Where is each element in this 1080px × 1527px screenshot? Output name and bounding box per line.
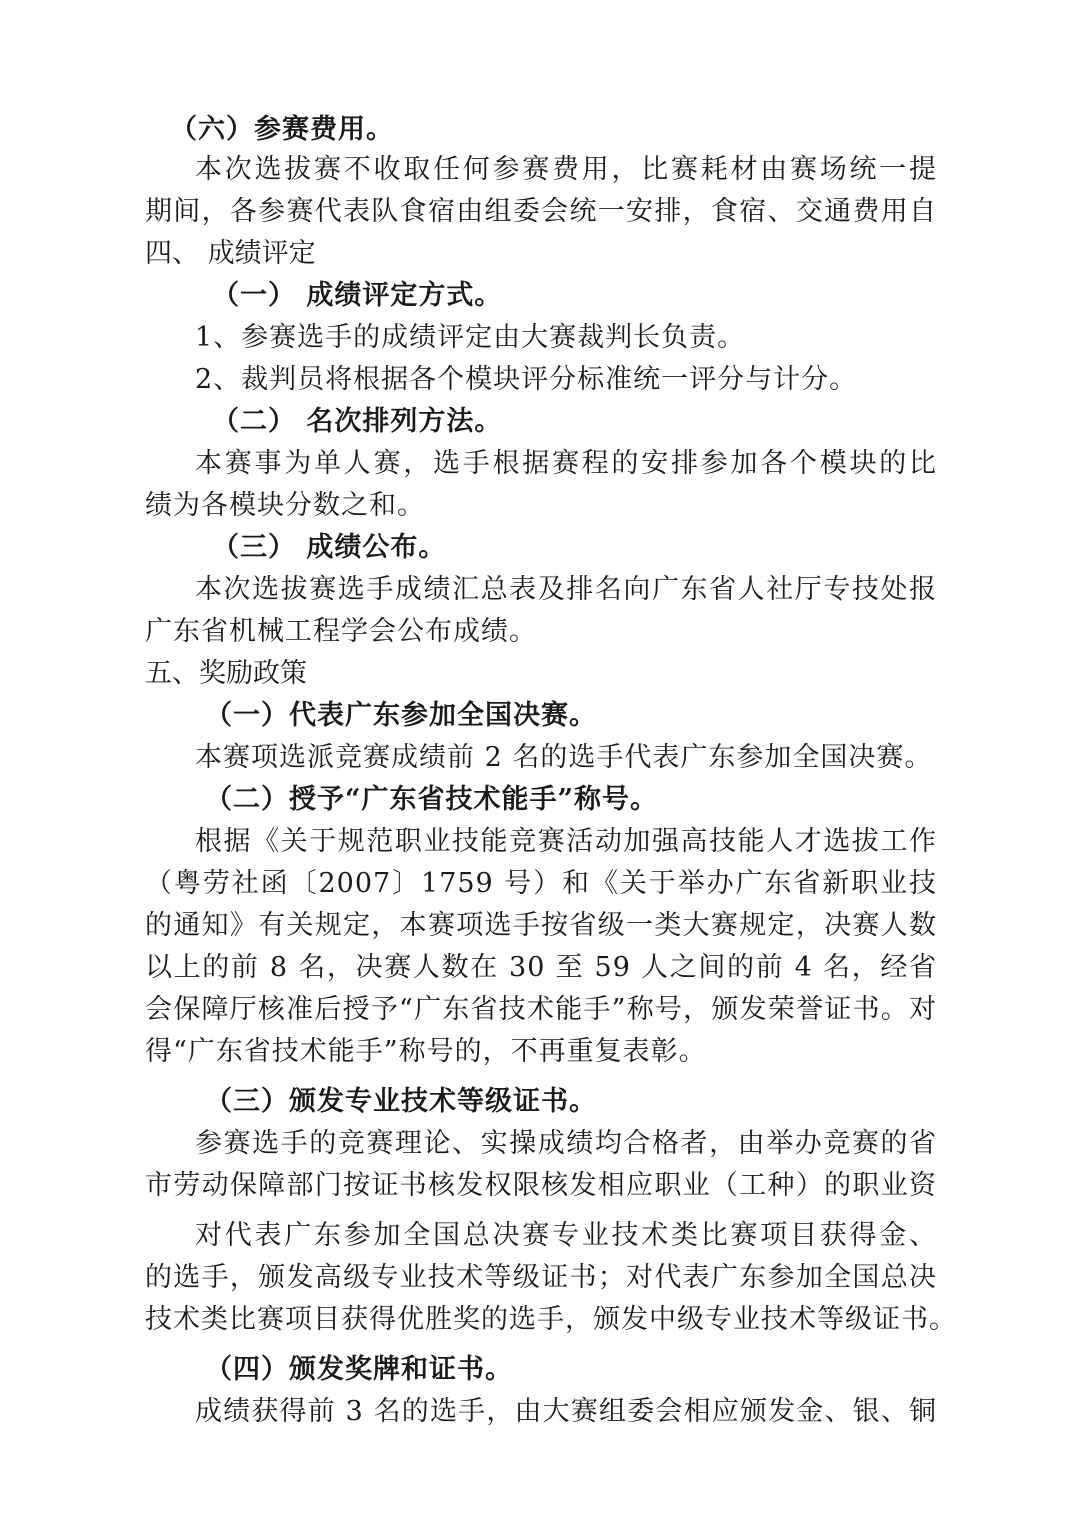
paragraph-line: 2、裁判员将根据各个模块评分标准统一评分与计分。 bbox=[195, 364, 858, 395]
subheading-medals-certificates: （四）颁发奖牌和证书。 bbox=[205, 1354, 513, 1385]
paragraph-line: 1、参赛选手的成绩评定由大赛裁判长负责。 bbox=[195, 322, 746, 353]
paragraph-line: 技术类比赛项目获得优胜奖的选手，颁发中级专业技术等级证书。 bbox=[145, 1304, 957, 1335]
subheading-results-publication: （三） 成绩公布。 bbox=[212, 532, 447, 563]
section-heading-scoring: 四、 成绩评定 bbox=[145, 238, 316, 269]
paragraph-line: 成绩获得前 3 名的选手，由大赛组委会相应颁发金、银、铜 bbox=[195, 1396, 937, 1427]
section-heading-rewards: 五、奖励政策 bbox=[145, 658, 307, 689]
paragraph-line: 本赛项选派竞赛成绩前 2 名的选手代表广东参加全国决赛。 bbox=[195, 742, 933, 773]
paragraph-line: 对代表广东参加全国总决赛专业技术类比赛项目获得金、 bbox=[195, 1220, 937, 1251]
subheading-fees: （六）参赛费用。 bbox=[170, 114, 394, 145]
paragraph-line: 绩为各模块分数之和。 bbox=[145, 490, 425, 521]
paragraph-line: 的选手，颁发高级专业技术等级证书；对代表广东参加全国总决 bbox=[145, 1262, 937, 1293]
paragraph-line: 参赛选手的竞赛理论、实操成绩均合格者，由举办竞赛的省 bbox=[195, 1128, 937, 1159]
subheading-national-final: （一）代表广东参加全国决赛。 bbox=[205, 700, 597, 731]
subheading-ranking-method: （二） 名次排列方法。 bbox=[212, 406, 503, 437]
paragraph-line: 根据《关于规范职业技能竞赛活动加强高技能人才选拔工作 bbox=[195, 826, 937, 857]
paragraph-line: 会保障厅核准后授予“广东省技术能手”称号，颁发荣誉证书。对 bbox=[145, 994, 937, 1025]
subheading-technical-expert-title: （二）授予“广东省技术能手”称号。 bbox=[205, 784, 659, 815]
paragraph-line: 以上的前 8 名，决赛人数在 30 至 59 人之间的前 4 名，经省 bbox=[145, 952, 937, 983]
paragraph-line: （粤劳社函〔2007〕1759 号）和《关于举办广东省新职业技 bbox=[145, 868, 937, 899]
paragraph-line: 广东省机械工程学会公布成绩。 bbox=[145, 616, 537, 647]
paragraph-line: 本次选拔赛选手成绩汇总表及排名向广东省人社厅专技处报 bbox=[195, 574, 937, 605]
paragraph-line: 得“广东省技术能手”称号的，不再重复表彰。 bbox=[145, 1036, 707, 1067]
paragraph-line: 本次选拔赛不收取任何参赛费用，比赛耗材由赛场统一提 bbox=[195, 154, 937, 185]
subheading-professional-certificate: （三）颁发专业技术等级证书。 bbox=[205, 1086, 597, 1117]
paragraph-line: 的通知》有关规定，本赛项选手按省级一类大赛规定，决赛人数 bbox=[145, 910, 937, 941]
paragraph-line: 本赛事为单人赛，选手根据赛程的安排参加各个模块的比 bbox=[195, 448, 937, 479]
subheading-scoring-method: （一） 成绩评定方式。 bbox=[212, 280, 503, 311]
paragraph-line: 期间，各参赛代表队食宿由组委会统一安排，食宿、交通费用自 bbox=[145, 196, 937, 227]
paragraph-line: 市劳动保障部门按证书核发权限核发相应职业（工种）的职业资 bbox=[145, 1170, 937, 1201]
